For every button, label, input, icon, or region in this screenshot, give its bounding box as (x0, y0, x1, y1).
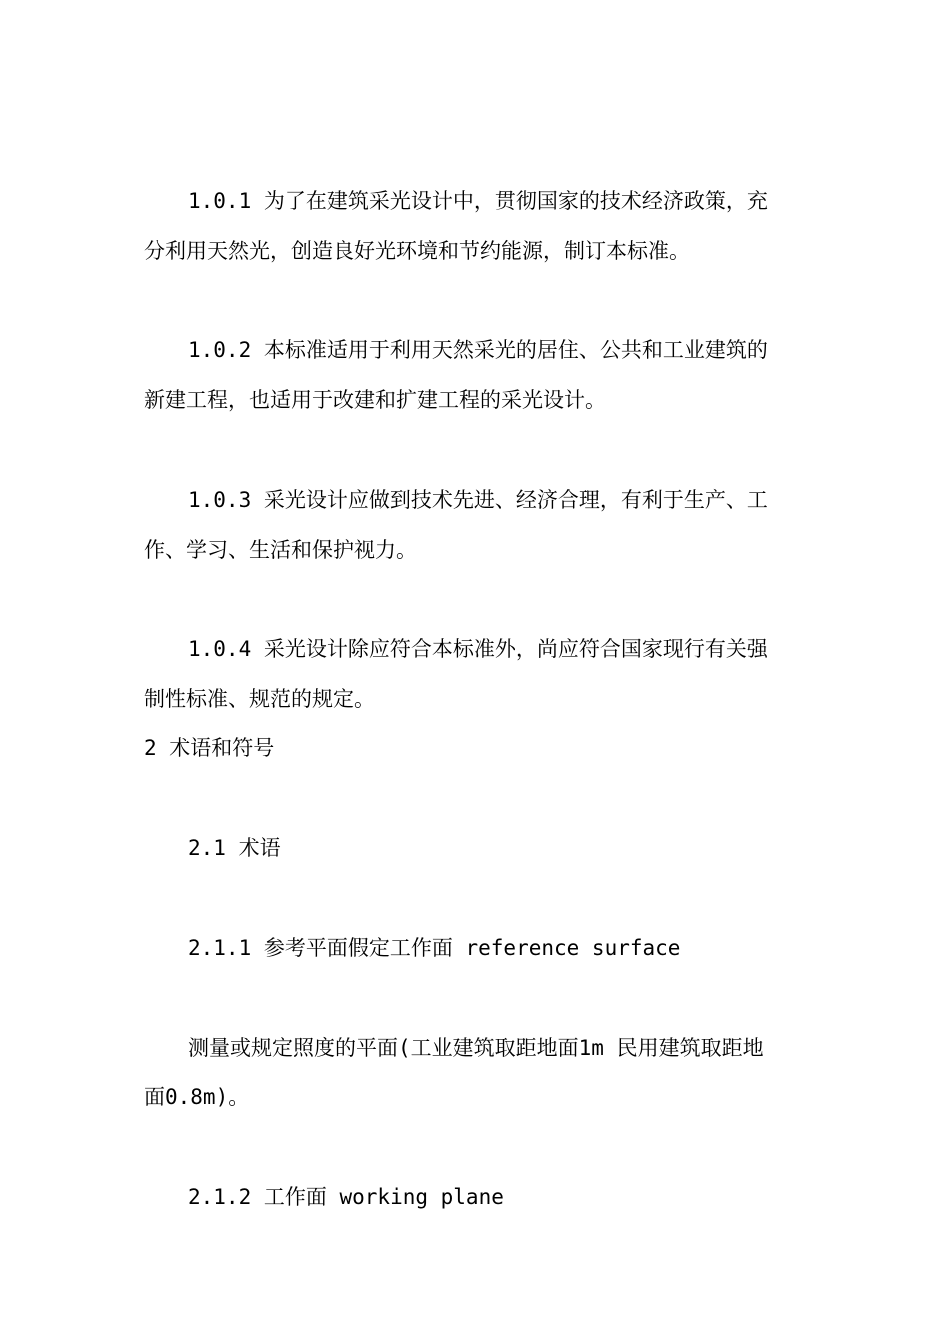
section-heading: 2.1 术语 (188, 836, 281, 860)
para-1-0-1-line-1: 1.0.1 为了在建筑采光设计中，贯彻国家的技术经济政策，充 (188, 189, 768, 213)
term-2-1-2-title: 2.1.2 工作面 working plane (188, 1185, 504, 1209)
para-1-0-3-line-1: 1.0.3 采光设计应做到技术先进、经济合理，有利于生产、工 (188, 488, 768, 512)
para-1-0-2-line-1: 1.0.2 本标准适用于利用天然采光的居住、公共和工业建筑的 (188, 338, 768, 362)
para-1-0-3-line-2: 作、学习、生活和保护视力。 (144, 538, 417, 562)
chapter-heading: 2 术语和符号 (144, 736, 275, 760)
para-1-0-4-line-1: 1.0.4 采光设计除应符合本标准外，尚应符合国家现行有关强 (188, 637, 768, 661)
term-2-1-1-definition-line-1: 测量或规定照度的平面(工业建筑取距地面1m 民用建筑取距地 (188, 1036, 764, 1060)
term-2-1-1-title: 2.1.1 参考平面假定工作面 reference surface (188, 936, 681, 960)
para-1-0-2-line-2: 新建工程，也适用于改建和扩建工程的采光设计。 (144, 388, 606, 412)
para-1-0-1-line-2: 分利用天然光，创造良好光环境和节约能源，制订本标准。 (144, 239, 690, 263)
term-2-1-1-definition-line-2: 面0.8m)。 (144, 1085, 250, 1109)
para-1-0-4-line-2: 制性标准、规范的规定。 (144, 687, 375, 711)
